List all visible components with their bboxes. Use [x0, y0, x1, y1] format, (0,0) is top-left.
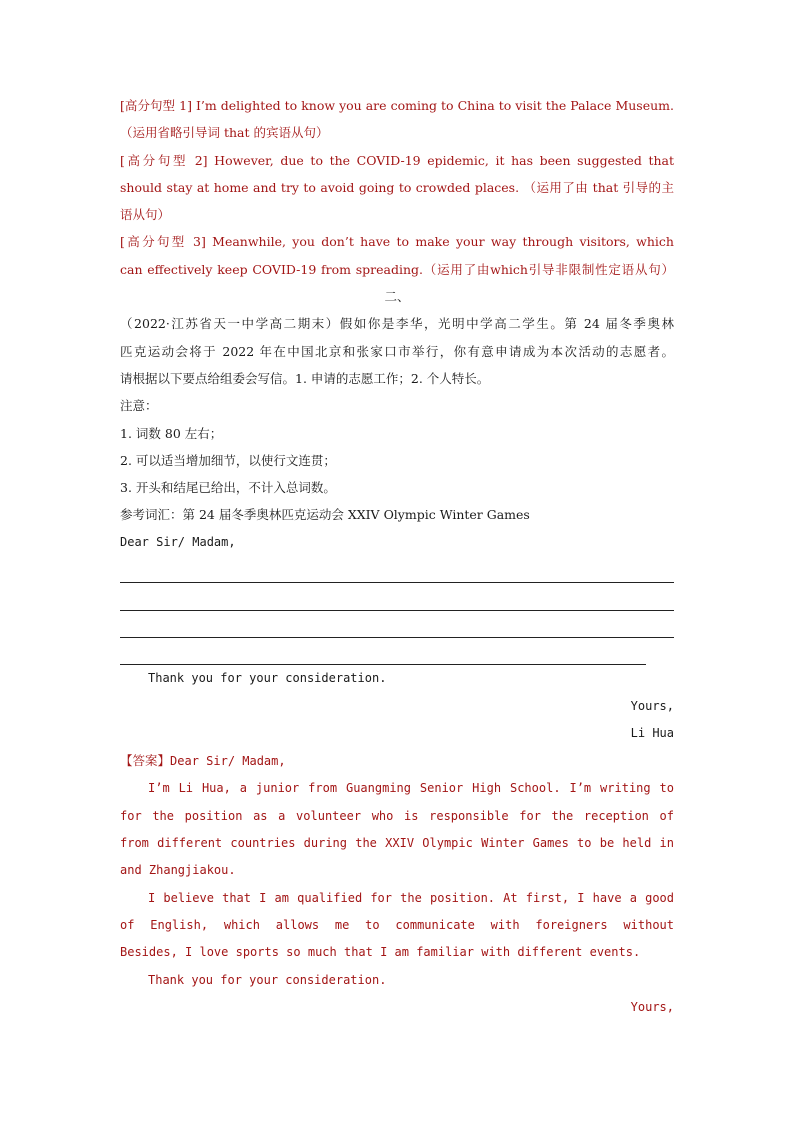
- answer-salutation: Dear Sir/ Madam,: [170, 754, 286, 769]
- answer-label: 【答案】: [120, 753, 171, 769]
- sentence-1-line-2: （运用省略引导词 that 的宾语从句）: [120, 125, 329, 141]
- answer-closing-line: Thank you for your consideration.: [148, 972, 387, 987]
- task-line-3: 请根据以下要点给组委会写信。1. 申请的志愿工作；2. 个人特长。: [120, 370, 490, 386]
- letter-salutation: Dear Sir/ Madam,: [120, 534, 236, 549]
- answer-heading: [120, 747, 674, 775]
- note-item-2: 2. 可以适当增加细节，以使行文连贯；: [120, 452, 336, 468]
- sentence-2-line-1: [高分句型 2] However, due to the COVID-19 epidemic, it has been suggested that: [120, 152, 674, 168]
- task-line-1: （2022·江苏省天一中学高二期末）假如你是李华，光明中学高二学生。第 24 届冬季奥林: [120, 316, 674, 332]
- sentence-2-line-2: should stay at home and try to avoid going to crowded places. （运用了由 that 引导的主: [120, 179, 674, 195]
- note-item-1: 1. 词数 80 左右；: [120, 425, 223, 441]
- note-item-3: 3. 开头和结尾已给出，不计入总词数。: [120, 480, 336, 496]
- sentence-3-line-2: can effectively keep COVID-19 from spreading.（运用了由which引导非限制性定语从句）: [120, 261, 674, 277]
- answer-p1-line-1: I’m Li Hua, a junior from Guangming Senior High School. I’m writing to: [148, 781, 674, 796]
- writing-line-1: [120, 556, 674, 583]
- letter-name: Li Hua: [630, 725, 674, 740]
- answer-p1-line-3: from different countries during the XXIV Olympic Winter Games to be held in: [120, 836, 674, 851]
- answer-p1-line-4: and Zhangjiakou.: [120, 863, 236, 878]
- answer-p2-line-2: of English, which allows me to communicate with foreigners without: [120, 917, 674, 932]
- answer-p2-line-3: Besides, I love sports so much that I am familiar with different events.: [120, 945, 641, 960]
- sentence-2-line-3: 语从句）: [120, 207, 171, 223]
- notes-title: 注意：: [120, 398, 158, 414]
- vocab-hint: 参考词汇：第 24 届冬季奥林匹克运动会 XXIV Olympic Winter Games: [120, 507, 530, 523]
- sentence-1-line-1: [高分句型 1] I’m delighted to know you are coming to China to visit the Palace Museum.: [120, 98, 674, 113]
- answer-p2-line-1: I believe that I am qualified for the position. At first, I have a good: [148, 890, 674, 905]
- answer-p1-line-2: for the position as a volunteer who is responsible for the reception of: [120, 808, 674, 823]
- sentence-3-line-1: [高分句型 3] Meanwhile, you don’t have to make your way through visitors, which: [120, 234, 674, 250]
- writing-line-4: [120, 638, 674, 665]
- letter-closing-line: Thank you for your consideration.: [148, 671, 387, 686]
- task-line-2: 匹克运动会将于 2022 年在中国北京和张家口市举行，你有意申请成为本次活动的志愿者。: [120, 343, 674, 359]
- document-body: [120, 92, 674, 1021]
- section-number: 二、: [384, 289, 410, 305]
- writing-line-3: [120, 611, 674, 638]
- writing-line-2: [120, 583, 674, 610]
- answer-sign-off: Yours,: [630, 999, 674, 1014]
- letter-sign-off: Yours,: [630, 698, 674, 713]
